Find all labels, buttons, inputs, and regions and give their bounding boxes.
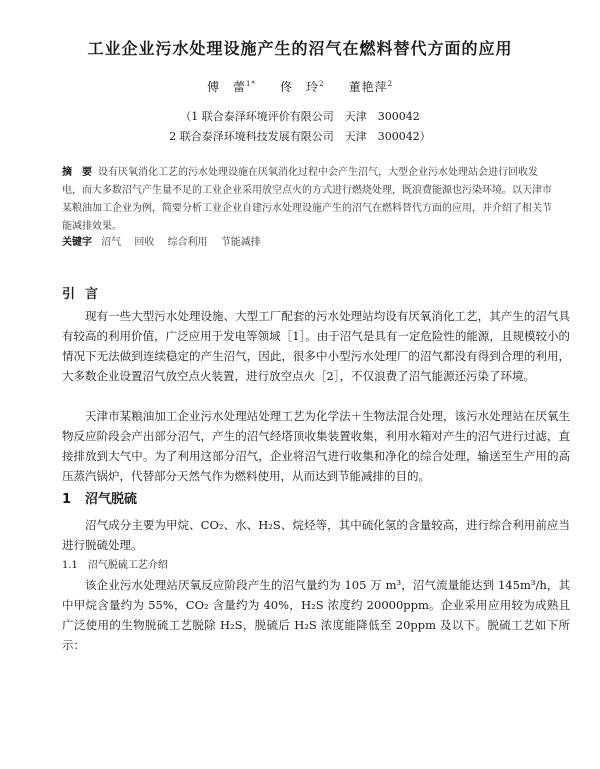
section-heading: [62, 488, 137, 507]
author-name: 佟 玲: [280, 80, 320, 94]
keywords-label: 关键字: [62, 237, 92, 248]
author-affiliation-mark: 1*: [245, 80, 256, 88]
author-name: 董艳萍: [348, 80, 388, 94]
section-paragraph: 沼气成分主要为甲烷、CO₂、水、H₂S、烷烃等，其中硫化氢的含量较高，进行综合利用前应当进行脱硫处理。: [62, 518, 570, 552]
affiliation-2: 2 联合泰泽环境科技发展有限公司 天津 300042）: [169, 130, 431, 143]
abstract: [62, 164, 554, 236]
abstract-text: 设有厌氧消化工艺的污水处理设施在厌氧消化过程中会产生沼气，大型企业污水处理站会进行回收发电，而大多数沼气产生量不足的工业企业采用放空点火的方式进行燃烧处理，既浪费能源也污染环境。以天津市某粮油加工企业为例，简要分析工业企业自建污水处理设施产生的沼气在燃料替代方面的应用，并介绍了相关节能减排效果。: [62, 167, 552, 232]
paper-title: 工业企业污水处理设施产生的沼气在燃料替代方面的应用: [87, 39, 513, 58]
keyword: 回收: [134, 237, 155, 248]
keyword: 节能减排: [220, 237, 261, 248]
subsection-heading: [62, 556, 168, 571]
keywords: [62, 234, 554, 252]
author-affiliation-mark: 2: [387, 80, 394, 88]
subsection-title: 沼气脱硫工艺介绍: [87, 560, 168, 571]
intro-paragraph: 天津市某粮油加工企业污水处理站处理工艺为化学法＋生物法混合处理，该污水处理站在厌氧生物反应阶段会产出部分沼气，产生的沼气经塔顶收集装置收集，利用水箱对产生的沼气进行过滤，直接排放到大气中。为了利用这部分沼气，企业将沼气进行收集和净化的综合处理，输送至生产用的高压蒸汽锅炉，代替部分天然气作为燃料使用，从而达到节能减排的目的。: [62, 409, 570, 483]
intro-heading: 引言: [62, 287, 109, 302]
author-name: 傅 蕾: [206, 80, 246, 94]
section-number: 1: [62, 492, 72, 507]
author-affiliation-mark: 2: [319, 80, 325, 88]
author-list: [0, 78, 600, 95]
section-title: 沼气脱硫: [85, 492, 138, 507]
intro-paragraph: 现有一些大型污水处理设施、大型工厂配套的污水处理站均设有厌氧消化工艺，其产生的沼气具有较高的利用价值，广泛应用于发电等领域［1］。由于沼气是具有一定危险性的能源，且规模较小的情况下无法做到连续稳定的产生沼气，因此，很多中小型污水处理厂的沼气都没有得到合理的利用，大多数企业设置沼气放空点火装置，进行放空点火［2］，不仅浪费了沼气能源还污染了环境。: [62, 309, 570, 383]
keyword: 综合利用: [167, 237, 208, 248]
subsection-number: 1.1: [62, 560, 78, 571]
abstract-label: 摘 要: [62, 167, 92, 178]
section-paragraph: 该企业污水处理站厌氧反应阶段产生的沼气量约为 105 万 m³，沼气流量能达到 145m³/h，其中甲烷含量约为 55%，CO₂ 含量约为 40%，H₂S 浓度约 20000ppm。企业采用应用较为成熟且广泛使用的生物脱硫工艺脱除 H₂S，脱硫后 H₂S 浓度能降低至 20ppm 及以下。脱硫工艺如下所示：: [62, 578, 570, 652]
keyword: 沼气: [101, 237, 122, 248]
affiliation-1: （1 联合泰泽环境评价有限公司 天津 300042: [180, 110, 420, 123]
